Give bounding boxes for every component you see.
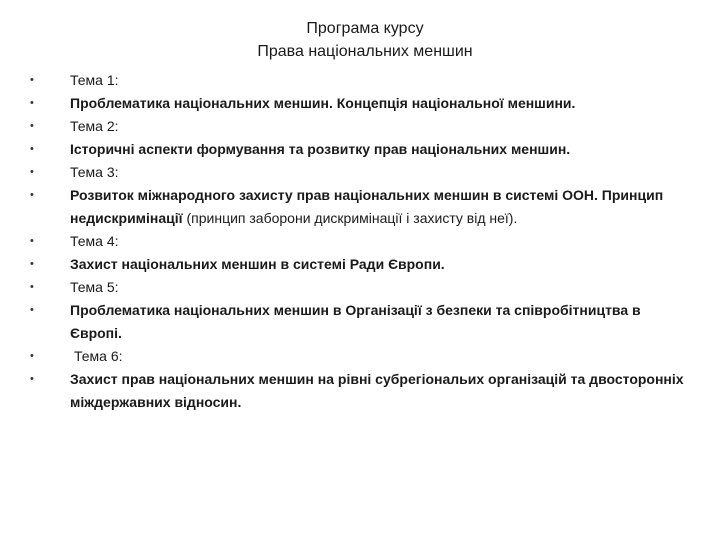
- item-text: Захист національних меншин в системі Ради Європи.: [70, 256, 445, 272]
- list-item: [30, 92, 690, 115]
- list-item: [30, 368, 690, 414]
- bullet-icon: •: [30, 350, 34, 362]
- list-item: [30, 345, 690, 368]
- item-text: Історичні аспекти формування та розвитку прав національних меншин.: [70, 141, 571, 157]
- bullet-icon: •: [30, 281, 34, 293]
- bullet-icon: •: [30, 74, 34, 86]
- list-item: [30, 253, 690, 276]
- item-text: Проблематика національних меншин. Концепція національної меншини.: [70, 95, 576, 111]
- bullet-icon: •: [30, 373, 34, 385]
- bullet-icon: •: [30, 143, 34, 155]
- list-item: [30, 115, 690, 138]
- item-text: Тема 2:: [70, 118, 119, 134]
- bullet-icon: •: [30, 189, 34, 201]
- bullet-icon: •: [30, 166, 34, 178]
- item-text: Тема 5:: [70, 279, 119, 295]
- title-line-1: Програма курсу: [306, 20, 424, 37]
- list-item: [30, 161, 690, 184]
- bullet-icon: •: [30, 258, 34, 270]
- list-item: [30, 299, 690, 345]
- bullet-icon: •: [30, 120, 34, 132]
- item-text-main: Розвиток міжнародного захисту прав національних меншин в системі ООН. Принцип недискримінації: [70, 187, 664, 226]
- list-item: [30, 138, 690, 161]
- list-item: [30, 69, 690, 92]
- topic-list: [30, 69, 690, 414]
- item-text-suffix: (принцип заборони дискримінації і захисту від неї).: [182, 210, 518, 226]
- list-item: [30, 184, 690, 230]
- item-text: [70, 187, 663, 226]
- bullet-icon: •: [30, 97, 34, 109]
- slide-title: [0, 17, 720, 63]
- list-item: [30, 230, 690, 253]
- item-text: Тема 3:: [70, 164, 119, 180]
- item-text: Тема 4:: [70, 233, 119, 249]
- list-item: [30, 276, 690, 299]
- bullet-icon: •: [30, 235, 34, 247]
- item-text: Тема 1:: [70, 72, 119, 88]
- item-text: Захист прав національних меншин на рівні субрегіональих організацій та двосторонніх міждержавних відносин.: [70, 371, 684, 410]
- title-line-2: Права національних меншин: [257, 43, 473, 60]
- item-text: Тема 6:: [74, 348, 123, 364]
- item-text: Проблематика національних меншин в Організації з безпеки та співробітництва в Європі.: [70, 302, 641, 341]
- bullet-icon: •: [30, 304, 34, 316]
